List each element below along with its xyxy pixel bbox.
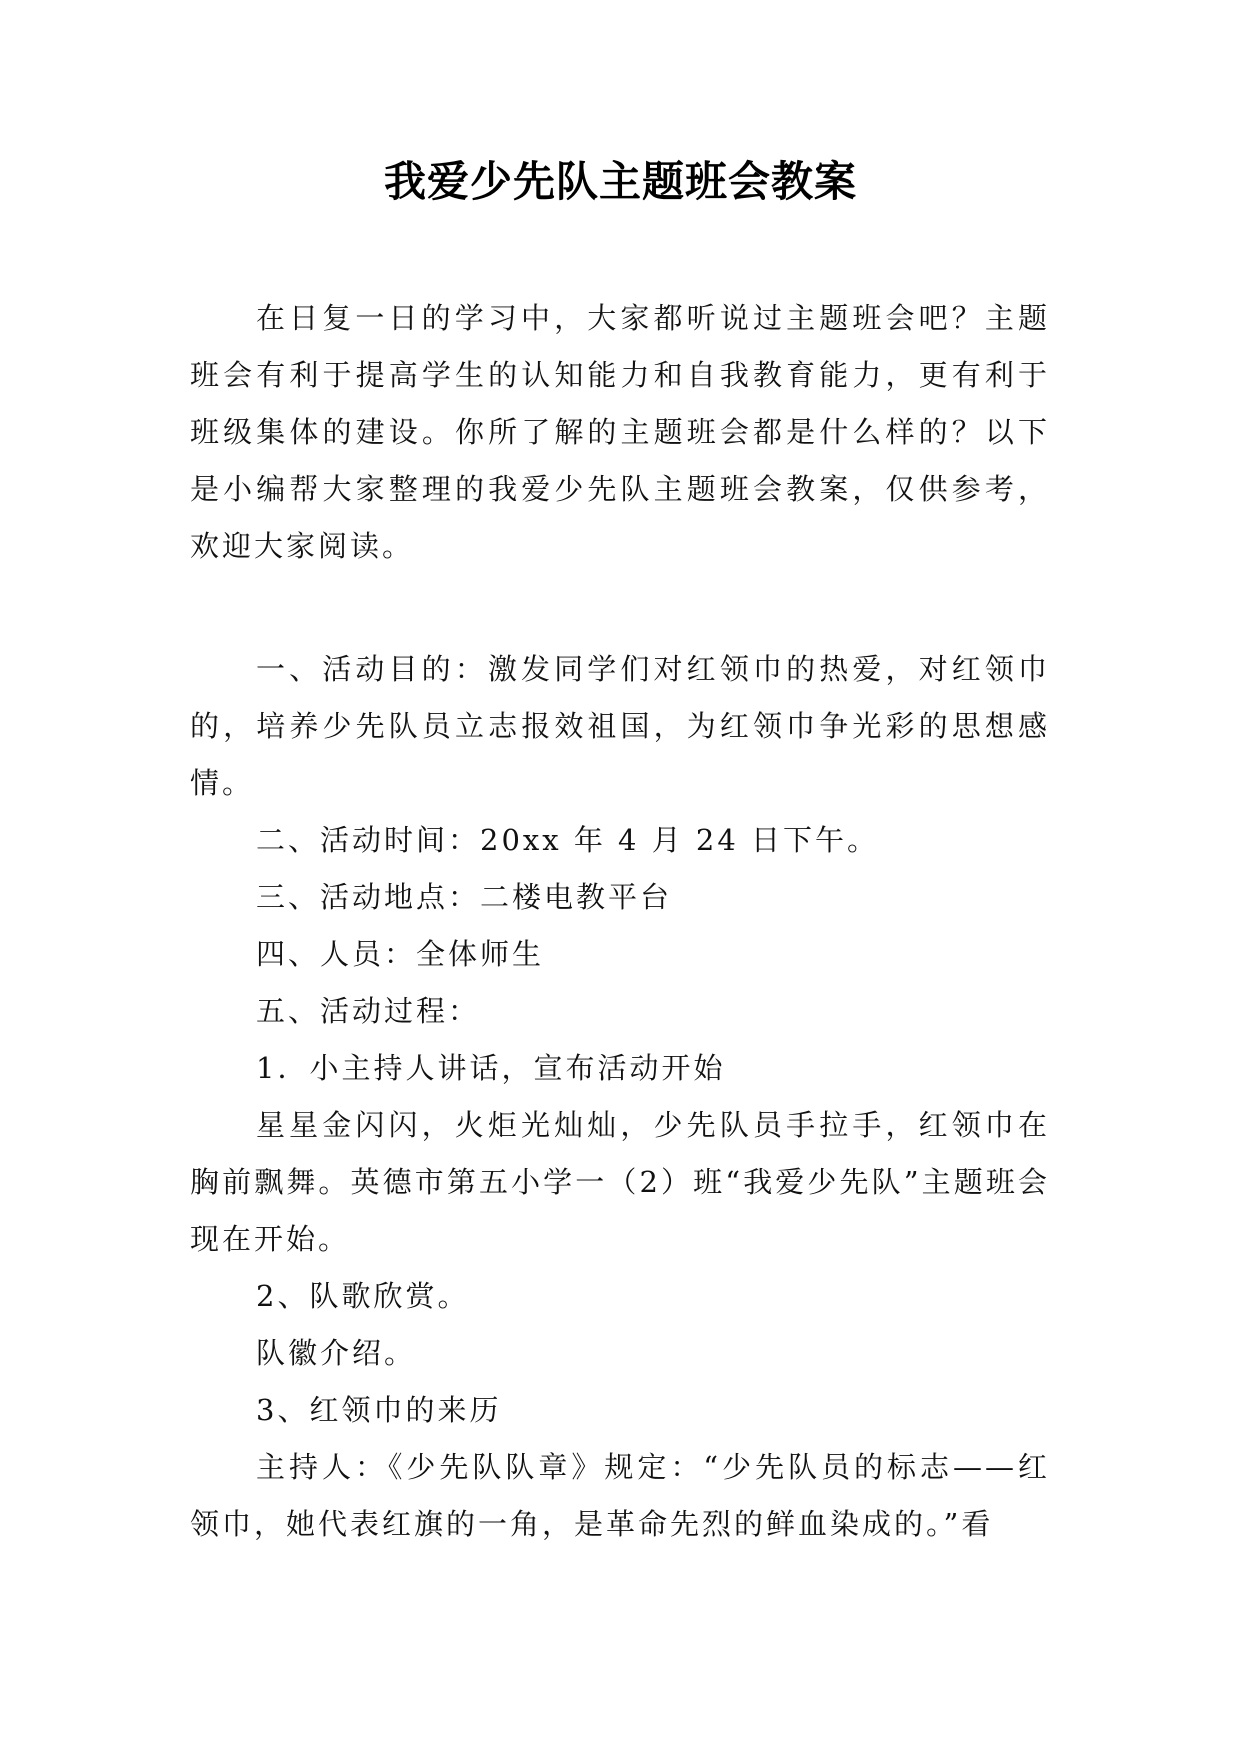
document-body (190, 641, 1050, 1553)
paragraph-activity-time: 二、活动时间：20xx 年 4 月 24 日下午。 (256, 823, 880, 857)
paragraph-activity-goal: 一、活动目的：激发同学们对红领巾的热爱，对红领巾的，培养少先队员立志报效祖国，为红领巾争光彩的思想感情。 (190, 652, 1050, 800)
paragraph-activity-process: 五、活动过程： (256, 994, 481, 1028)
document-title: 我爱少先队主题班会教案 (383, 157, 857, 206)
paragraph-host-opening: 星星金闪闪，火炬光灿灿，少先队员手拉手，红领巾在胸前飘舞。英德市第五小学一（2）班“我爱少先队”主题班会现在开始。 (190, 1108, 1050, 1256)
paragraph-step-3: 3、红领巾的来历 (256, 1393, 502, 1427)
paragraph-activity-location: 三、活动地点：二楼电教平台 (256, 880, 673, 914)
paragraph-host-scarf-origin: 主持人：《少先队队章》规定：“少先队员的标志——红领巾，她代表红旗的一角，是革命先烈的鲜血染成的。”看 (190, 1450, 1050, 1541)
paragraph-step-2: 2、队歌欣赏。 (256, 1279, 470, 1313)
paragraph-badge-intro: 队徽介绍。 (256, 1336, 417, 1370)
intro-paragraph: 在日复一日的学习中，大家都听说过主题班会吧？主题班会有利于提高学生的认知能力和自我教育能力，更有利于班级集体的建设。你所了解的主题班会都是什么样的？以下是小编帮大家整理的我爱少先队主题班会教案，仅供参考，欢迎大家阅读。 (190, 301, 1050, 563)
paragraph-participants: 四、人员：全体师生 (256, 937, 545, 971)
paragraph-step-1: 1．小主持人讲话，宣布活动开始 (256, 1051, 726, 1085)
